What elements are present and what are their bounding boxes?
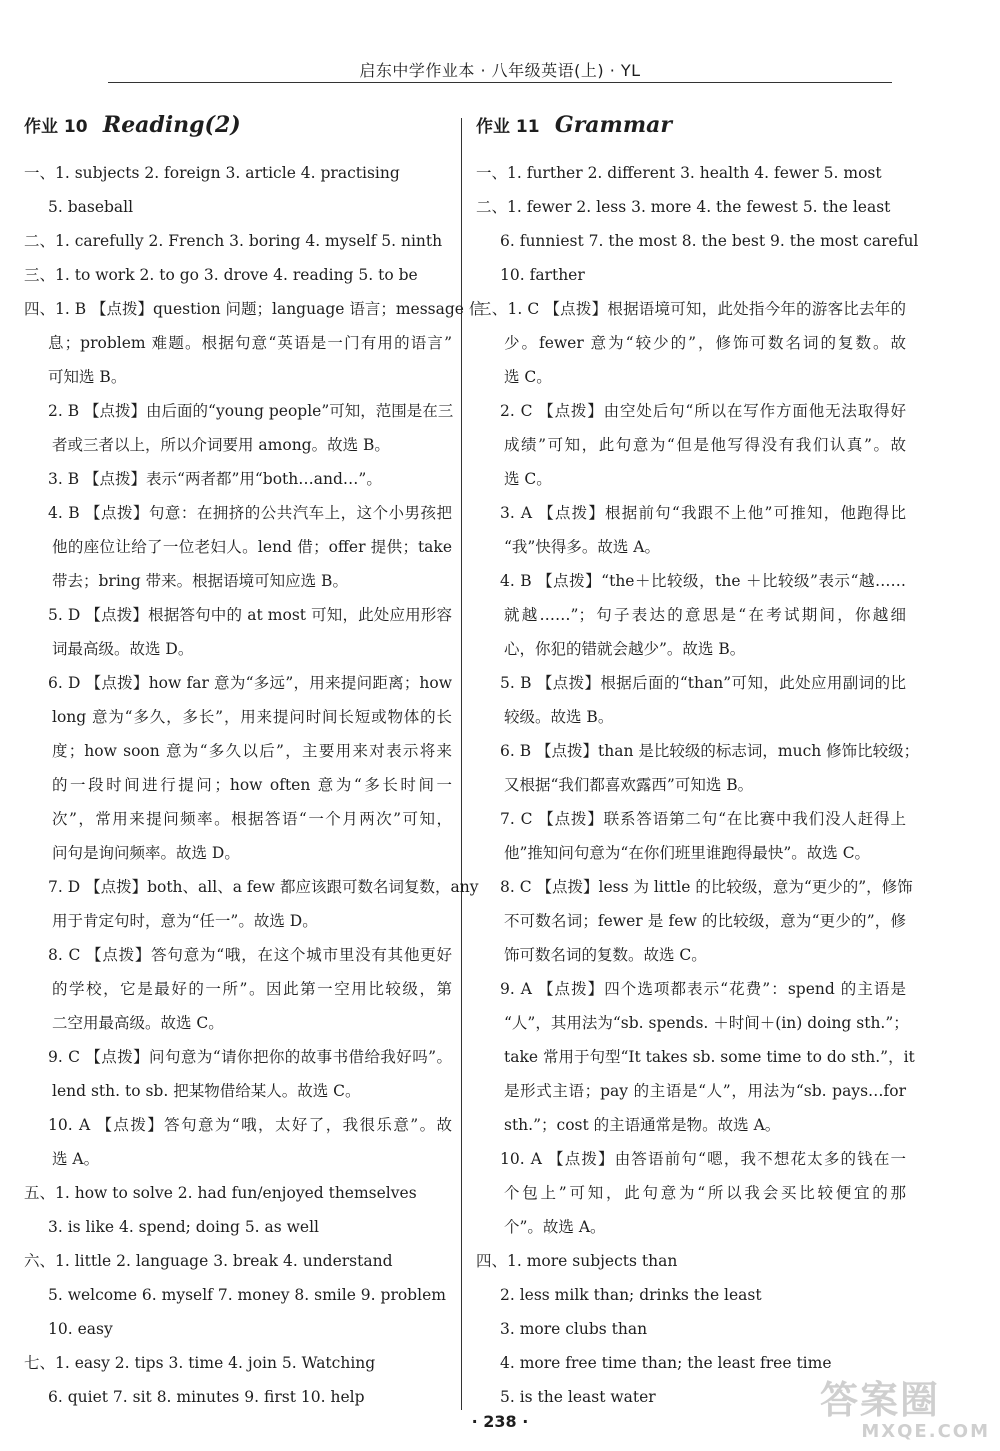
answer-line: 5. baseball (48, 198, 134, 216)
answer-line: 6. quiet 7. sit 8. minutes 9. first 10. help (48, 1388, 365, 1406)
answer-line: 又根据“我们都喜欢露西”可知选 B。 (504, 776, 754, 794)
answer-line: “人”，其用法为“sb. spends. ＋时间＋(in) doing sth.”； (504, 1014, 909, 1032)
answer-line: 7. D 【点拨】both、all、a few 都应该跟可数名词复数，any (48, 878, 479, 896)
answer-line: 二空用最高级。故选 C。 (52, 1014, 224, 1032)
answer-line: 10. A 【点拨】答句意为“哦，太好了，我很乐意”。故 (48, 1116, 452, 1134)
watermark-main-text: 答案圈 (820, 1378, 941, 1422)
answer-line: 8. C 【点拨】less 为 little 的比较级，意为“更少的”，修饰 (500, 878, 913, 896)
answer-line: 度；how soon 意为“多久以后”，主要用来对表示将来 (52, 742, 452, 760)
answer-line: 是形式主语；pay 的主语是“人”，用法为“sb. pays…for (504, 1082, 906, 1100)
running-header: 启东中学作业本 · 八年级英语(上) · YL (359, 61, 641, 80)
right-section-title (476, 110, 906, 140)
right-section-name: Grammar (554, 112, 672, 138)
answer-line: 5. D 【点拨】根据答句中的 at most 可知，此处应用形容 (48, 606, 452, 624)
answer-line: 用于肯定句时，意为“任一”。故选 D。 (52, 912, 318, 930)
answer-line: 他的座位让给了一位老妇人。lend 借；offer 提供；take (52, 538, 452, 556)
answer-line: “我”快得多。故选 A。 (504, 538, 660, 556)
answer-line: 9. C 【点拨】问句意为“请你把你的故事书借给我好吗”。 (48, 1048, 452, 1066)
answer-line: 七、1. easy 2. tips 3. time 4. join 5. Watching (24, 1354, 376, 1372)
answer-line: 少。fewer 意为“较少的”，修饰可数名词的复数。故 (504, 334, 906, 352)
answer-line: 息；problem 难题。根据句意“英语是一门有用的语言” (48, 334, 452, 352)
answer-line: 个包上”可知，此句意为“所以我会买比较便宜的那 (504, 1184, 906, 1202)
answer-line: 2. C 【点拨】由空处后句“所以在写作方面他无法取得好 (500, 402, 906, 420)
answer-line: 一、1. further 2. different 3. health 4. fewer 5. most (476, 164, 882, 182)
answer-line: 2. B 【点拨】由后面的“young people”可知，范围是在三 (48, 402, 454, 420)
answer-line: 4. B 【点拨】“the＋比较级，the ＋比较级”表示“越…… (500, 572, 906, 590)
answer-line: 四、1. more subjects than (476, 1252, 678, 1270)
answer-line: 不可数名词；fewer 是 few 的比较级，意为“更少的”，修 (504, 912, 906, 930)
answer-line: 10. easy (48, 1320, 113, 1338)
answer-line: 的学校，它是最好的一所”。因此第一空用比较级，第 (52, 980, 452, 998)
answer-line: 7. C 【点拨】联系答语第二句“在比赛中我们没人赶得上 (500, 810, 906, 828)
answer-line: 可知选 B。 (48, 368, 127, 386)
answer-line: 3. B 【点拨】表示“两者都”用“both…and…”。 (48, 470, 382, 488)
answer-line: 饰可数名词的复数。故选 C。 (504, 946, 707, 964)
answer-line: 心，你犯的错就会越少”。故选 B。 (504, 640, 746, 658)
answer-line: 6. funniest 7. the most 8. the best 9. the most careful (500, 232, 919, 250)
watermark-logo (820, 1378, 990, 1442)
answer-line: 三、1. to work 2. to go 3. drove 4. reading 5. to be (24, 266, 418, 284)
answer-line: 3. more clubs than (500, 1320, 648, 1338)
left-section-number: 作业 10 (24, 117, 88, 137)
right-section-number: 作业 11 (476, 117, 540, 137)
left-answer-lines (24, 156, 485, 1414)
answer-line: 问句是询问频率。故选 D。 (52, 844, 240, 862)
answer-line: 五、1. how to solve 2. had fun/enjoyed themselves (24, 1184, 417, 1202)
watermark-sub-text: MXQE.COM (861, 1421, 990, 1442)
answer-line: 2. less milk than; drinks the least (500, 1286, 762, 1304)
answer-line: 5. is the least water (500, 1388, 656, 1406)
answer-line: sth.”；cost 的主语通常是物。故选 A。 (504, 1116, 781, 1134)
answer-line: 选 A。 (52, 1150, 100, 1168)
answer-line: lend sth. to sb. 把某物借给某人。故选 C。 (52, 1082, 361, 1100)
answer-line: 5. welcome 6. myself 7. money 8. smile 9. problem (48, 1286, 446, 1304)
answer-line: 的一段时间进行提问；how often 意为“多长时间一 (52, 776, 452, 794)
answer-line: 4. more free time than; the least free time (500, 1354, 832, 1372)
left-section-name: Reading(2) (102, 112, 241, 138)
answer-line: 三、1. C 【点拨】根据语境可知，此处指今年的游客比去年的 (476, 300, 906, 318)
answer-line: 者或三者以上，所以介词要用 among。故选 B。 (52, 436, 390, 454)
answer-line: 6. D 【点拨】how far 意为“多远”，用来提问距离；how (48, 674, 452, 692)
answer-line: 5. B 【点拨】根据后面的“than”可知，此处应用副词的比 (500, 674, 906, 692)
answer-line: 二、1. fewer 2. less 3. more 4. the fewest 5. the least (476, 198, 891, 216)
answer-line: 成绩”可知，此句意为“但是他写得没有我们认真”。故 (504, 436, 906, 454)
answer-line: 四、1. B 【点拨】question 问题；language 语言；message 信 (24, 300, 485, 318)
answer-line: 较级。故选 B。 (504, 708, 614, 726)
answer-line: 选 C。 (504, 470, 552, 488)
answer-line: 3. is like 4. spend; doing 5. as well (48, 1218, 320, 1236)
header-rule (108, 82, 892, 83)
answer-line: 4. B 【点拨】句意：在拥挤的公共汽车上，这个小男孩把 (48, 504, 452, 522)
right-column (476, 110, 920, 1414)
left-section-title (24, 110, 452, 140)
answer-line: 二、1. carefully 2. French 3. boring 4. myself 5. ninth (24, 232, 443, 250)
answer-line: 一、1. subjects 2. foreign 3. article 4. practising (24, 164, 400, 182)
answer-line: 带去；bring 带来。根据语境可知应选 B。 (52, 572, 348, 590)
answer-line: long 意为“多久，多长”，用来提问时间长短或物体的长 (52, 708, 452, 726)
answer-line: take 常用于句型“It takes sb. some time to do sth.”，it (504, 1048, 915, 1066)
answer-line: 个”。故选 A。 (504, 1218, 606, 1236)
answer-line: 10. farther (500, 266, 585, 284)
answer-line: 8. C 【点拨】答句意为“哦，在这个城市里没有其他更好 (48, 946, 452, 964)
answer-line: 10. A 【点拨】由答语前句“嗯，我不想花太多的钱在一 (500, 1150, 906, 1168)
answer-line: 9. A 【点拨】四个选项都表示“花费”：spend 的主语是 (500, 980, 906, 998)
answer-line: 就越……”；句子表达的意思是“在考试期间，你越细 (504, 606, 906, 624)
answer-line: 3. A 【点拨】根据前句“我跟不上他”可推知，他跑得比 (500, 504, 906, 522)
answer-line: 6. B 【点拨】than 是比较级的标志词，much 修饰比较级； (500, 742, 920, 760)
answer-line: 他”推知问句意为“在你们班里谁跑得最快”。故选 C。 (504, 844, 871, 862)
right-answer-lines (476, 156, 920, 1414)
answer-line: 次”，常用来提问频率。根据答语“一个月两次”可知， (52, 810, 452, 828)
answer-line: 词最高级。故选 D。 (52, 640, 194, 658)
page-number: · 238 · (471, 1412, 529, 1431)
answer-line: 六、1. little 2. language 3. break 4. understand (24, 1252, 393, 1270)
answer-line: 选 C。 (504, 368, 552, 386)
left-column (24, 110, 485, 1414)
